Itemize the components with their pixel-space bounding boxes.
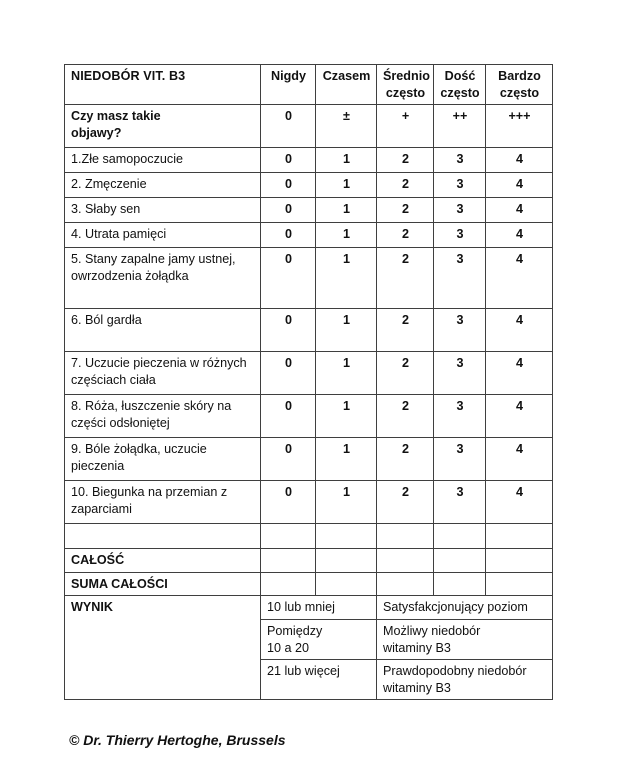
symptom-score-cell[interactable]: 4 [486,148,553,173]
table-row [65,481,553,524]
prompt-label: Czy masz takie objawy? [65,105,261,148]
prompt-mark-1: ± [316,105,377,148]
symptom-score-cell[interactable]: 1 [316,198,377,223]
column-header-3 [377,65,434,105]
symptom-score-cell[interactable]: 1 [316,148,377,173]
result-interpretation: Prawdopodobny niedobór witaminy B3 [377,660,553,700]
symptom-score-cell[interactable]: 2 [377,438,434,481]
table-row [65,248,553,309]
symptom-score-cell[interactable]: 0 [261,248,316,309]
total-input-cell[interactable] [377,549,434,573]
symptom-label: 6. Ból gardła [65,309,261,352]
table-row [65,148,553,173]
symptom-score-cell[interactable]: 0 [261,173,316,198]
page-title: NIEDOBÓR VIT. B3 [65,65,261,105]
prompt-row [65,105,553,148]
result-range: 10 lub mniej [261,596,377,620]
column-header-line1: Bardzo [498,69,541,83]
total-row [65,549,553,573]
column-header-line1: Czasem [322,69,371,83]
total-input-cell[interactable] [434,572,486,596]
blank-cell[interactable] [316,524,377,549]
symptom-score-cell[interactable]: 0 [261,438,316,481]
symptom-label: 7. Uczucie pieczenia w różnych częściach ciała [65,352,261,395]
prompt-mark-0: 0 [261,105,316,148]
table-body [65,65,553,700]
symptom-score-cell[interactable]: 0 [261,395,316,438]
prompt-mark-3: ++ [434,105,486,148]
symptom-score-cell[interactable]: 3 [434,198,486,223]
symptom-score-cell[interactable]: 3 [434,148,486,173]
symptom-score-cell[interactable]: 3 [434,438,486,481]
total-label: CAŁOŚĆ [65,549,261,573]
symptom-label: 3. Słaby sen [65,198,261,223]
symptom-score-cell[interactable]: 3 [434,173,486,198]
column-header-2 [316,65,377,105]
symptom-score-cell[interactable]: 0 [261,223,316,248]
result-interpretation: Satysfakcjonujący poziom [377,596,553,620]
symptom-score-cell[interactable]: 1 [316,395,377,438]
column-header-5 [486,65,553,105]
result-row [65,596,553,620]
symptom-label: 5. Stany zapalne jamy ustnej, owrzodzenia żołądka [65,248,261,309]
symptom-score-cell[interactable]: 0 [261,481,316,524]
table-row [65,173,553,198]
symptom-label: 4. Utrata pamięci [65,223,261,248]
total-label: SUMA CAŁOŚCI [65,572,261,596]
total-input-cell[interactable] [434,549,486,573]
total-input-cell[interactable] [486,549,553,573]
symptom-score-cell[interactable]: 0 [261,352,316,395]
blank-cell[interactable] [377,524,434,549]
table-row [65,352,553,395]
symptom-score-cell[interactable]: 2 [377,173,434,198]
table-header-row [65,65,553,105]
total-row [65,572,553,596]
symptom-score-cell[interactable]: 3 [434,481,486,524]
column-header-line1: Dość [444,69,476,83]
total-input-cell[interactable] [486,572,553,596]
symptom-score-cell[interactable]: 4 [486,481,553,524]
symptom-score-cell[interactable]: 0 [261,148,316,173]
result-label: WYNIK [65,596,261,700]
symptom-score-cell[interactable]: 0 [261,198,316,223]
column-header-line2: często [440,85,480,100]
copyright-footer: © Dr. Thierry Hertoghe, Brussels [69,732,286,748]
symptom-score-cell[interactable]: 1 [316,309,377,352]
table-row [65,223,553,248]
symptom-score-cell[interactable]: 4 [486,395,553,438]
symptom-score-cell[interactable]: 1 [316,481,377,524]
symptom-score-cell[interactable]: 4 [486,248,553,309]
symptom-score-cell[interactable]: 4 [486,198,553,223]
symptom-score-cell[interactable]: 4 [486,309,553,352]
symptom-label: 1.Złe samopoczucie [65,148,261,173]
symptom-score-cell[interactable]: 4 [486,223,553,248]
symptom-score-cell[interactable]: 3 [434,223,486,248]
total-input-cell[interactable] [261,549,316,573]
symptom-score-cell[interactable]: 4 [486,352,553,395]
symptom-score-cell[interactable]: 1 [316,352,377,395]
symptom-label: 8. Róża, łuszczenie skóry na części odsłoniętej [65,395,261,438]
symptom-score-cell[interactable]: 2 [377,248,434,309]
table-row [65,309,553,352]
blank-cell[interactable] [261,524,316,549]
blank-row [65,524,553,549]
symptom-score-cell[interactable]: 3 [434,248,486,309]
symptom-label: 9. Bóle żołądka, uczucie pieczenia [65,438,261,481]
table-row [65,198,553,223]
symptom-score-cell[interactable]: 2 [377,223,434,248]
column-header-line2: często [499,85,540,100]
symptom-score-cell[interactable]: 2 [377,352,434,395]
symptom-score-cell[interactable]: 1 [316,248,377,309]
result-range: Pomiędzy 10 a 20 [261,620,377,660]
symptom-score-cell[interactable]: 3 [434,395,486,438]
column-header-line1: Średnio [383,69,430,83]
symptom-label: 2. Zmęczenie [65,173,261,198]
column-header-1 [261,65,316,105]
column-header-line2: często [385,85,426,100]
symptom-score-cell[interactable]: 4 [486,173,553,198]
table-row [65,438,553,481]
symptom-score-cell[interactable]: 4 [486,438,553,481]
total-input-cell[interactable] [377,572,434,596]
symptom-score-cell[interactable]: 3 [434,309,486,352]
result-range: 21 lub więcej [261,660,377,700]
symptom-score-cell[interactable]: 1 [316,438,377,481]
table-row [65,395,553,438]
symptom-score-cell[interactable]: 1 [316,173,377,198]
result-interpretation: Możliwy niedobór witaminy B3 [377,620,553,660]
total-input-cell[interactable] [316,549,377,573]
symptom-label: 10. Biegunka na przemian z zaparciami [65,481,261,524]
vitamin-b3-deficiency-table [64,64,553,700]
symptom-score-cell[interactable]: 2 [377,309,434,352]
total-input-cell[interactable] [316,572,377,596]
prompt-mark-4: +++ [486,105,553,148]
symptom-score-cell[interactable]: 1 [316,223,377,248]
blank-label-cell [65,524,261,549]
symptom-score-cell[interactable]: 2 [377,148,434,173]
column-header-line1: Nigdy [271,69,306,83]
column-header-4 [434,65,486,105]
blank-cell[interactable] [434,524,486,549]
symptom-score-cell[interactable]: 0 [261,309,316,352]
symptom-score-cell[interactable]: 2 [377,198,434,223]
symptom-score-cell[interactable]: 2 [377,481,434,524]
prompt-mark-2: + [377,105,434,148]
symptom-score-cell[interactable]: 2 [377,395,434,438]
total-input-cell[interactable] [261,572,316,596]
symptom-score-cell[interactable]: 3 [434,352,486,395]
blank-cell[interactable] [486,524,553,549]
